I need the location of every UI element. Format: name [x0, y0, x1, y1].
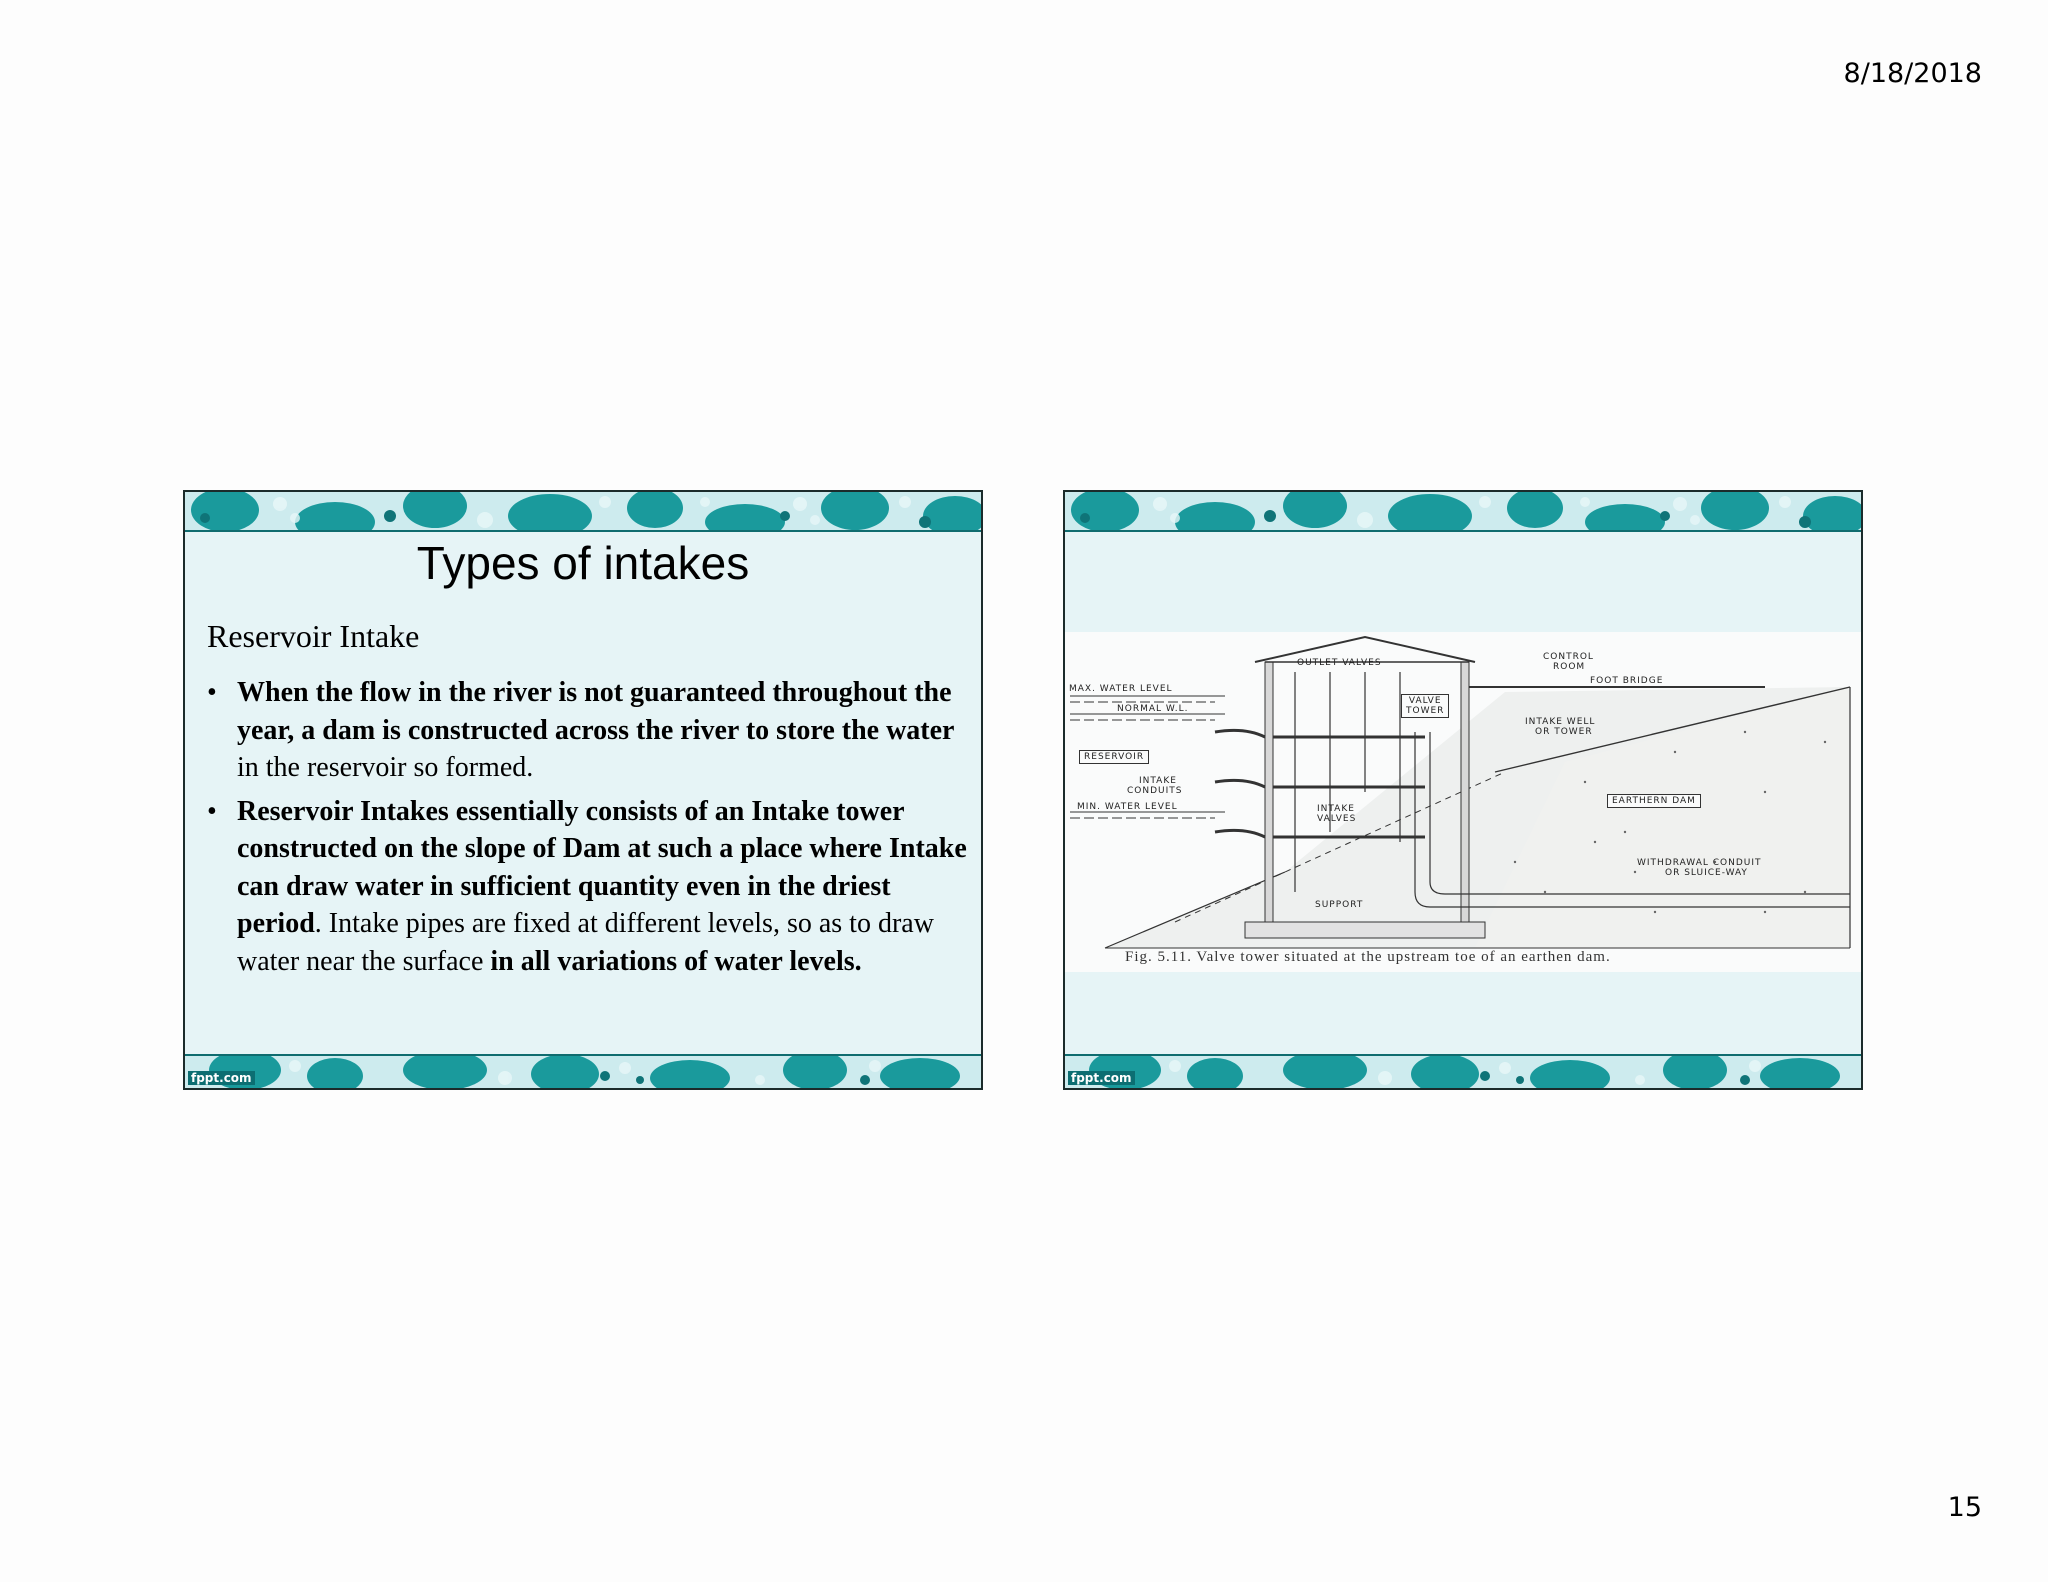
bullet-text: in the reservoir so formed. [237, 752, 534, 783]
label-foot-bridge: FOOT BRIDGE [1590, 676, 1664, 686]
label-withdrawal-line1: WITHDRAWAL CONDUIT [1637, 858, 1762, 868]
bullet-bold-text: When the flow in the river is not guaranteed throughout the year, a dam is constructed across the river to store the water [237, 677, 955, 746]
label-earthern-dam: EARTHERN DAM [1607, 794, 1701, 808]
bullet-item [207, 674, 969, 787]
slide-top-decoration [185, 492, 981, 532]
label-intake-conduits-line1: INTAKE [1139, 776, 1177, 786]
label-intake-valves-line1: INTAKE [1317, 804, 1355, 814]
brand-logo: fppt.com [1068, 1071, 1135, 1085]
label-support: SUPPORT [1315, 900, 1364, 910]
diagram-drawing [1065, 632, 1861, 972]
header-date: 8/18/2018 [1843, 58, 1982, 89]
label-valve-tower [1401, 694, 1449, 718]
slide-top-decoration [1065, 492, 1861, 532]
label-reservoir: RESERVOIR [1079, 750, 1149, 764]
label-intake-valves-line2: VALVES [1317, 814, 1357, 824]
label-valve-tower-line2: TOWER [1406, 706, 1445, 716]
label-outlet-valves: OUTLET VALVES [1297, 658, 1382, 668]
label-min-water-level: MIN. WATER LEVEL [1077, 802, 1178, 812]
slide-bottom-decoration [1065, 1054, 1861, 1088]
label-intake-well-line2: OR TOWER [1535, 727, 1593, 737]
figure-caption: Fig. 5.11. Valve tower situated at the upstream toe of an earthen dam. [1125, 949, 1611, 965]
valve-tower-diagram [1065, 632, 1861, 972]
brand-logo: fppt.com [188, 1071, 255, 1085]
label-control-room-line1: CONTROL [1543, 652, 1594, 662]
bullet-bold-text: Reservoir Intakes essentially consists of an Intake tower constructed on the slope of Dam at such a place where Intake can draw water in sufficient quantity even in the driest period [237, 795, 967, 939]
slide-bottom-decoration [185, 1054, 981, 1088]
slide-subtitle: Reservoir Intake [207, 618, 420, 654]
label-valve-tower-line1: VALVE [1408, 696, 1442, 706]
slide-thumbnail-text [183, 490, 983, 1090]
bullet-item [207, 793, 969, 981]
label-control-room-line2: ROOM [1553, 662, 1586, 672]
label-intake-well-line1: INTAKE WELL [1525, 717, 1596, 727]
slide-thumbnail-figure [1063, 490, 1863, 1090]
page-number: 15 [1947, 1492, 1982, 1523]
label-max-water-level: MAX. WATER LEVEL [1069, 684, 1173, 694]
label-normal-wl: NORMAL W.L. [1117, 704, 1189, 714]
slide-title: Types of intakes [416, 537, 750, 589]
label-withdrawal-line2: OR SLUICE-WAY [1665, 868, 1748, 878]
label-intake-conduits-line2: CONDUITS [1127, 786, 1183, 796]
bullet-bold-text: in all variations of water levels. [490, 945, 862, 977]
bullet-list [207, 674, 969, 986]
bullet-text: . Intake pipes are fixed at different levels, so as to draw water near the surface [237, 908, 934, 977]
